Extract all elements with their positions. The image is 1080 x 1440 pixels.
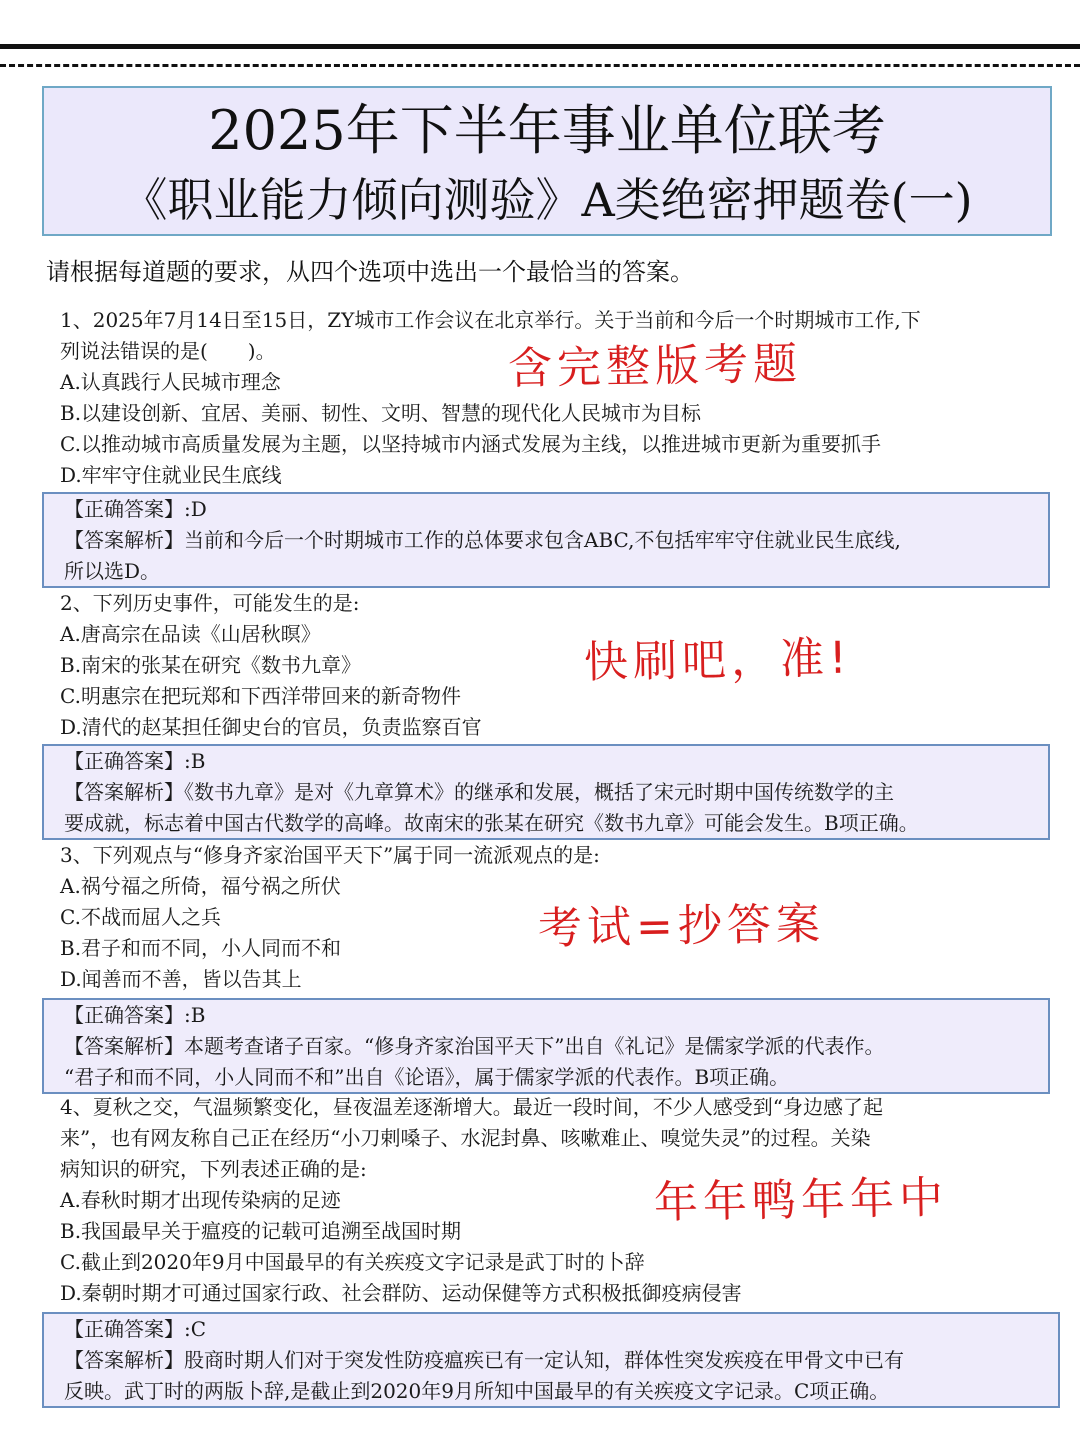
q1-analysis-line-1: 【答案解析】当前和今后一个时期城市工作的总体要求包含ABC,不包括牢牢守住就业民生底线, bbox=[64, 528, 901, 552]
q3-answer-box bbox=[42, 998, 1050, 1094]
q4-analysis-line-1: 【答案解析】股商时期人们对于突发性防疫瘟疾已有一定认知，群体性突发疾疫在甲骨文中已有 bbox=[64, 1348, 904, 1372]
title-line-1: 2025年下半年事业单位联考 bbox=[208, 99, 886, 162]
top-dashed-rule bbox=[0, 64, 1080, 67]
handwritten-note-2: 快刷吧，准! bbox=[583, 632, 853, 689]
q4-option-c: C.截止到2020年9月中国最早的有关疾疫文字记录是武丁时的卜辞 bbox=[60, 1250, 645, 1274]
q3-analysis-line-2: “君子和而不同，小人同而不和”出自《论语》，属于儒家学派的代表作。B项正确。 bbox=[64, 1065, 790, 1089]
q2-stem-line-1: 2、下列历史事件，可能发生的是: bbox=[60, 591, 360, 615]
q2-option-a: A.唐高宗在品读《山居秋暝》 bbox=[60, 622, 321, 646]
q4-stem-line-2: 来”，也有网友称自己正在经历“小刀剌嗓子、水泥封鼻、咳嗽难止、嗅觉失灵”的过程。关染 bbox=[60, 1126, 871, 1150]
q1-stem-line-2: 列说法错误的是( )。 bbox=[60, 339, 276, 363]
handwritten-note-3: 考试=抄答案 bbox=[537, 898, 826, 955]
title-line-2: 《职业能力倾向测验》A类绝密押题卷(一) bbox=[121, 173, 973, 227]
q4-correct-answer: 【正确答案】:C bbox=[64, 1317, 207, 1341]
q2-option-c: C.明惠宗在把玩郑和下西洋带回来的新奇物件 bbox=[60, 684, 461, 708]
q3-option-4: D.闻善而不善，皆以告其上 bbox=[60, 967, 302, 991]
q4-stem-line-3: 病知识的研究，下列表述正确的是: bbox=[60, 1157, 367, 1181]
q1-correct-answer: 【正确答案】:D bbox=[64, 497, 207, 521]
q2-answer-box bbox=[42, 744, 1050, 840]
q4-option-d: D.秦朝时期才可通过国家行政、社会群防、运动保健等方式积极抵御疫病侵害 bbox=[60, 1281, 742, 1305]
handwritten-note-1: 含完整版考题 bbox=[507, 338, 803, 395]
q3-option-1: A.祸兮福之所倚，福兮祸之所伏 bbox=[60, 874, 341, 898]
top-rule bbox=[0, 44, 1080, 49]
q3-option-2: C.不战而屈人之兵 bbox=[60, 905, 221, 929]
q2-correct-answer: 【正确答案】:B bbox=[64, 749, 206, 773]
q4-option-a: A.春秋时期才出现传染病的足迹 bbox=[60, 1188, 341, 1212]
q3-stem-line-1: 3、下列观点与“修身齐家治国平天下”属于同一流派观点的是: bbox=[60, 843, 600, 867]
instruction-text: 请根据每道题的要求，从四个选项中选出一个最恰当的答案。 bbox=[46, 258, 694, 286]
q2-option-b: B.南宋的张某在研究《数书九章》 bbox=[60, 653, 362, 677]
q4-analysis-line-2: 反映。武丁时的两版卜辞,是截止到2020年9月所知中国最早的有关疾疫文字记录。C项正确。 bbox=[64, 1379, 890, 1403]
q1-option-d: D.牢牢守住就业民生底线 bbox=[60, 463, 282, 487]
q1-stem-line-1: 1、2025年7月14日至15日，ZY城市工作会议在北京举行。关于当前和今后一个时期城市工作,下 bbox=[60, 308, 921, 332]
q4-answer-box bbox=[42, 1312, 1060, 1408]
q1-answer-box bbox=[42, 492, 1050, 588]
q2-analysis-line-2: 要成就，标志着中国古代数学的高峰。故南宋的张某在研究《数书九章》可能会发生。B项正确。 bbox=[64, 811, 919, 835]
q4-stem-line-1: 4、夏秋之交，气温频繁变化，昼夜温差逐渐增大。最近一段时间，不少人感受到“身边感了起 bbox=[60, 1095, 883, 1119]
q2-option-d: D.清代的赵某担任御史台的官员，负责监察百官 bbox=[60, 715, 482, 739]
q3-option-3: B.君子和而不同，小人同而不和 bbox=[60, 936, 342, 960]
q3-analysis-line-1: 【答案解析】本题考查诸子百家。“修身齐家治国平天下”出自《礼记》是儒家学派的代表作。 bbox=[64, 1034, 885, 1058]
q1-option-c: C.以推动城市高质量发展为主题，以坚持城市内涵式发展为主线，以推进城市更新为重要抓手 bbox=[60, 432, 881, 456]
q4-option-b: B.我国最早关于瘟疫的记载可追溯至战国时期 bbox=[60, 1219, 462, 1243]
q1-analysis-line-2: 所以选D。 bbox=[64, 559, 161, 583]
title-banner bbox=[42, 86, 1052, 236]
q3-correct-answer: 【正确答案】:B bbox=[64, 1003, 206, 1027]
q1-option-b: B.以建设创新、宜居、美丽、韧性、文明、智慧的现代化人民城市为目标 bbox=[60, 401, 702, 425]
q1-option-a: A.认真践行人民城市理念 bbox=[60, 370, 281, 394]
q2-analysis-line-1: 【答案解析】《数书九章》是对《九章算术》的继承和发展，概括了宋元时期中国传统数学的主 bbox=[64, 780, 894, 804]
handwritten-note-4: 年年鸭年年中 bbox=[653, 1172, 949, 1229]
